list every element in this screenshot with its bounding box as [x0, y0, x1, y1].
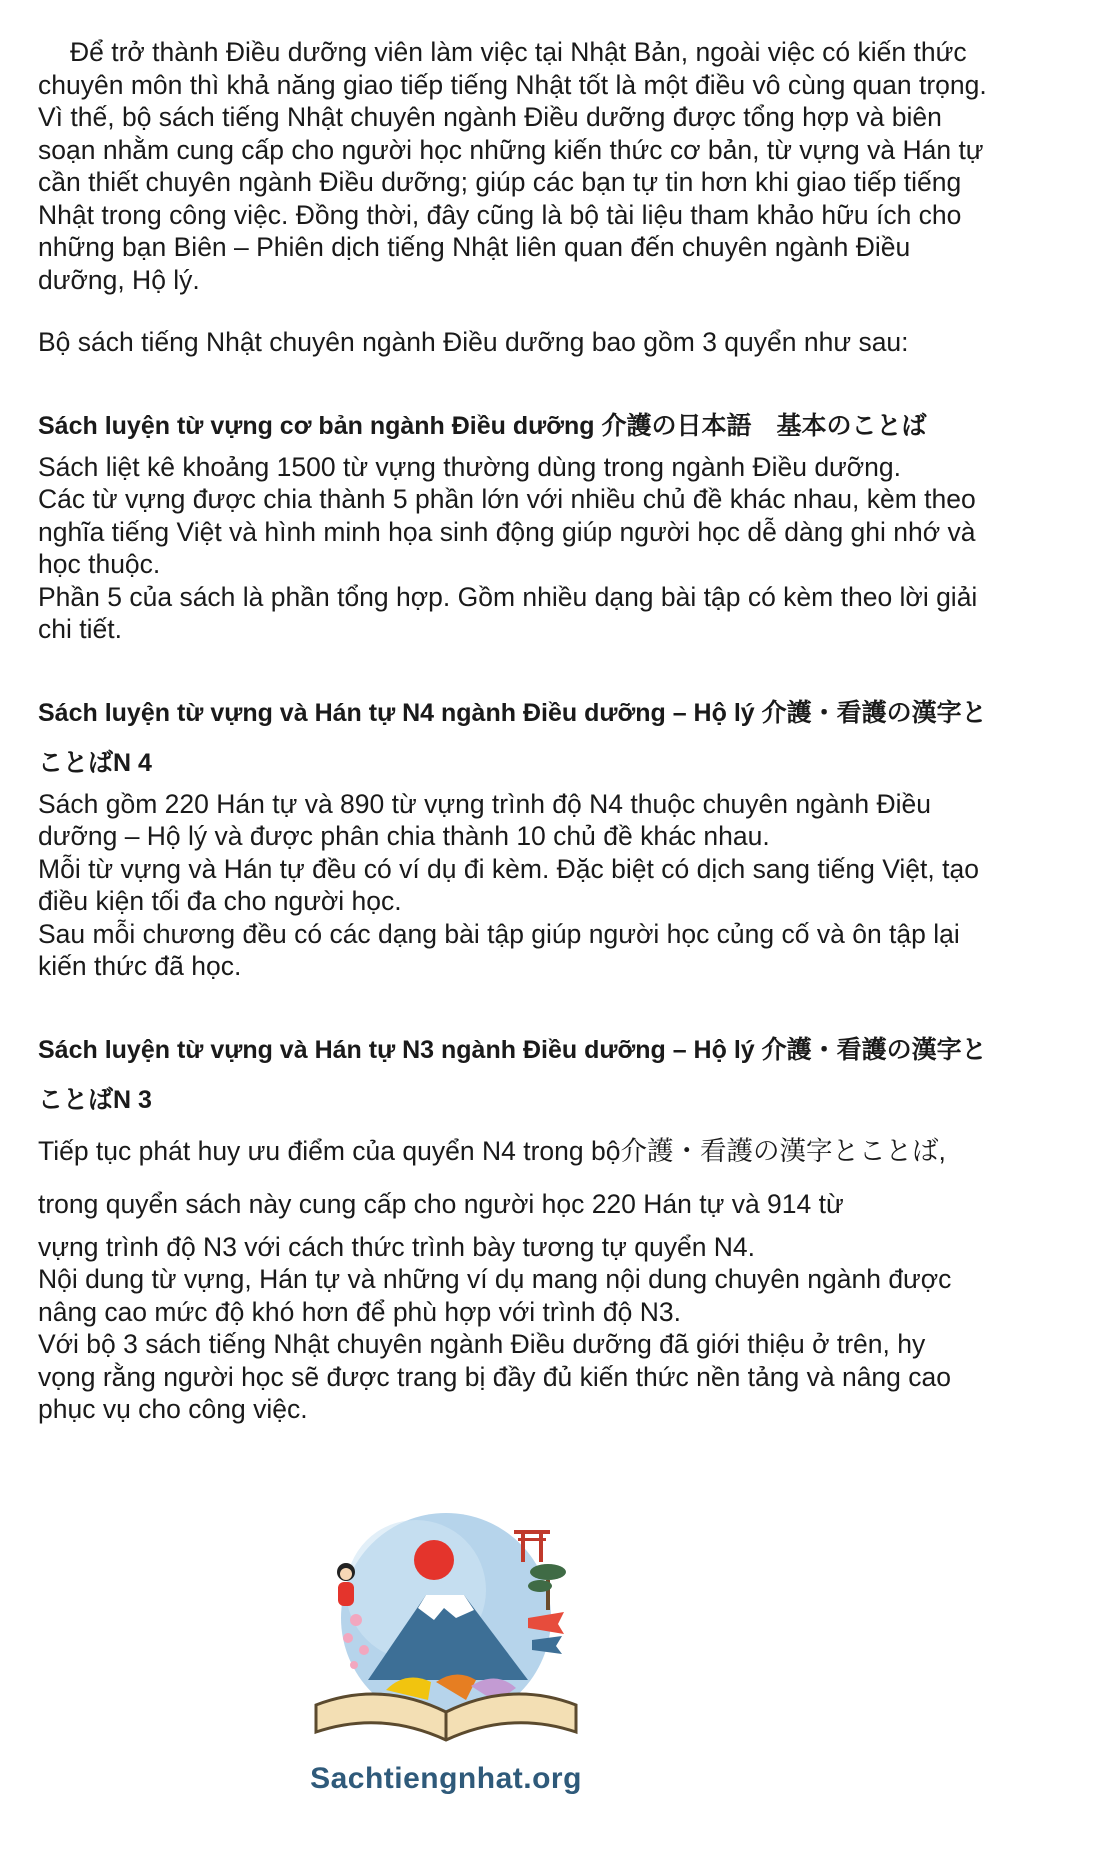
logo-text: Sachtiengnhat.org: [310, 1762, 582, 1795]
book2-line-1: Sách gồm 220 Hán tự và 890 từ vựng trình độ N4 thuộc chuyên ngành Điều dưỡng – Hộ lý và được phân chia thành 10 chủ đề khác nhau.: [38, 788, 931, 851]
book2-line-2: Mỗi từ vựng và Hán tự đều có ví dụ đi kèm. Đặc biệt có dịch sang tiếng Việt, tạo điều kiện tối đa cho người học.: [38, 853, 979, 916]
book1-line-2: Các từ vựng được chia thành 5 phần lớn với nhiều chủ đề khác nhau, kèm theo nghĩa tiếng Việt và hình minh họa sinh động giúp người học dễ dàng ghi nhớ và học thuộc.: [38, 484, 976, 579]
book3-heading: Sách luyện từ vựng và Hán tự N3 ngành Điều dưỡng – Hộ lý 介護・看護の漢字とことばN 3: [38, 1035, 987, 1114]
kokeshi-doll-icon: [337, 1563, 355, 1606]
intro-paragraph-1: Để trở thành Điều dưỡng viên làm việc tại Nhật Bản, ngoài việc có kiến thức chuyên môn thì khả năng giao tiếp tiếng Nhật tốt là một điều vô cùng quan trọng. Vì thế, bộ sách tiếng Nhật chuyên ngành Điều dưỡng được tổng hợp và biên soạn nhằm cung cấp cho người học những kiến thức cơ bản, từ vựng và Hán tự cần thiết chuyên ngành Điều dưỡng; giúp các bạn tự tin hơn khi giao tiếp tiếng Nhật trong công việc. Đồng thời, đây cũng là bộ tài liệu tham khảo hữu ích cho những bạn Biên – Phiên dịch tiếng Nhật liên quan đến chuyên ngành Điều dưỡng, Hộ lý.: [38, 37, 987, 295]
book3-line-mixed: Tiếp tục phát huy ưu điểm của quyển N4 trong bộ介護・看護の漢字とことば, trong quyển sách này cung cấp cho người học 220 Hán tự và 914 từ: [38, 1135, 946, 1219]
book3-line-3: Với bộ 3 sách tiếng Nhật chuyên ngành Điều dưỡng đã giới thiệu ở trên, hy vọng rằng người học sẽ được trang bị đầy đủ kiến thức nền tảng và nâng cao phục vụ cho công việc.: [38, 1329, 951, 1424]
intro-paragraph-2: Bộ sách tiếng Nhật chuyên ngành Điều dưỡng bao gồm 3 quyển như sau:: [38, 327, 909, 357]
book2-line-3: Sau mỗi chương đều có các dạng bài tập giúp người học củng cố và ôn tập lại kiến thức đã học.: [38, 918, 960, 981]
book1-line-1: Sách liệt kê khoảng 1500 từ vựng thường dùng trong ngành Điều dưỡng.: [38, 451, 902, 482]
book1-heading: Sách luyện từ vựng cơ bản ngành Điều dưỡng 介護の日本語 基本のことば: [38, 411, 927, 440]
sachtiengnhat-logo: [296, 1500, 596, 1830]
book3-line-1: vựng trình độ N3 với cách thức trình bày tương tự quyển N4.: [38, 1231, 756, 1262]
article: [38, 36, 988, 1426]
book3-line-2: Nội dung từ vựng, Hán tự và những ví dụ mang nội dung chuyên ngành được nâng cao mức độ khó hơn để phù hợp với trình độ N3.: [38, 1264, 952, 1327]
book1-line-3: Phần 5 của sách là phần tổng hợp. Gồm nhiều dạng bài tập có kèm theo lời giải chi tiết.: [38, 581, 978, 644]
rising-sun: [414, 1540, 454, 1580]
globe-mount-fuji-book-icon: [296, 1500, 596, 1760]
book2-heading: Sách luyện từ vựng và Hán tự N4 ngành Điều dưỡng – Hộ lý 介護・看護の漢字とことばN 4: [38, 698, 987, 777]
